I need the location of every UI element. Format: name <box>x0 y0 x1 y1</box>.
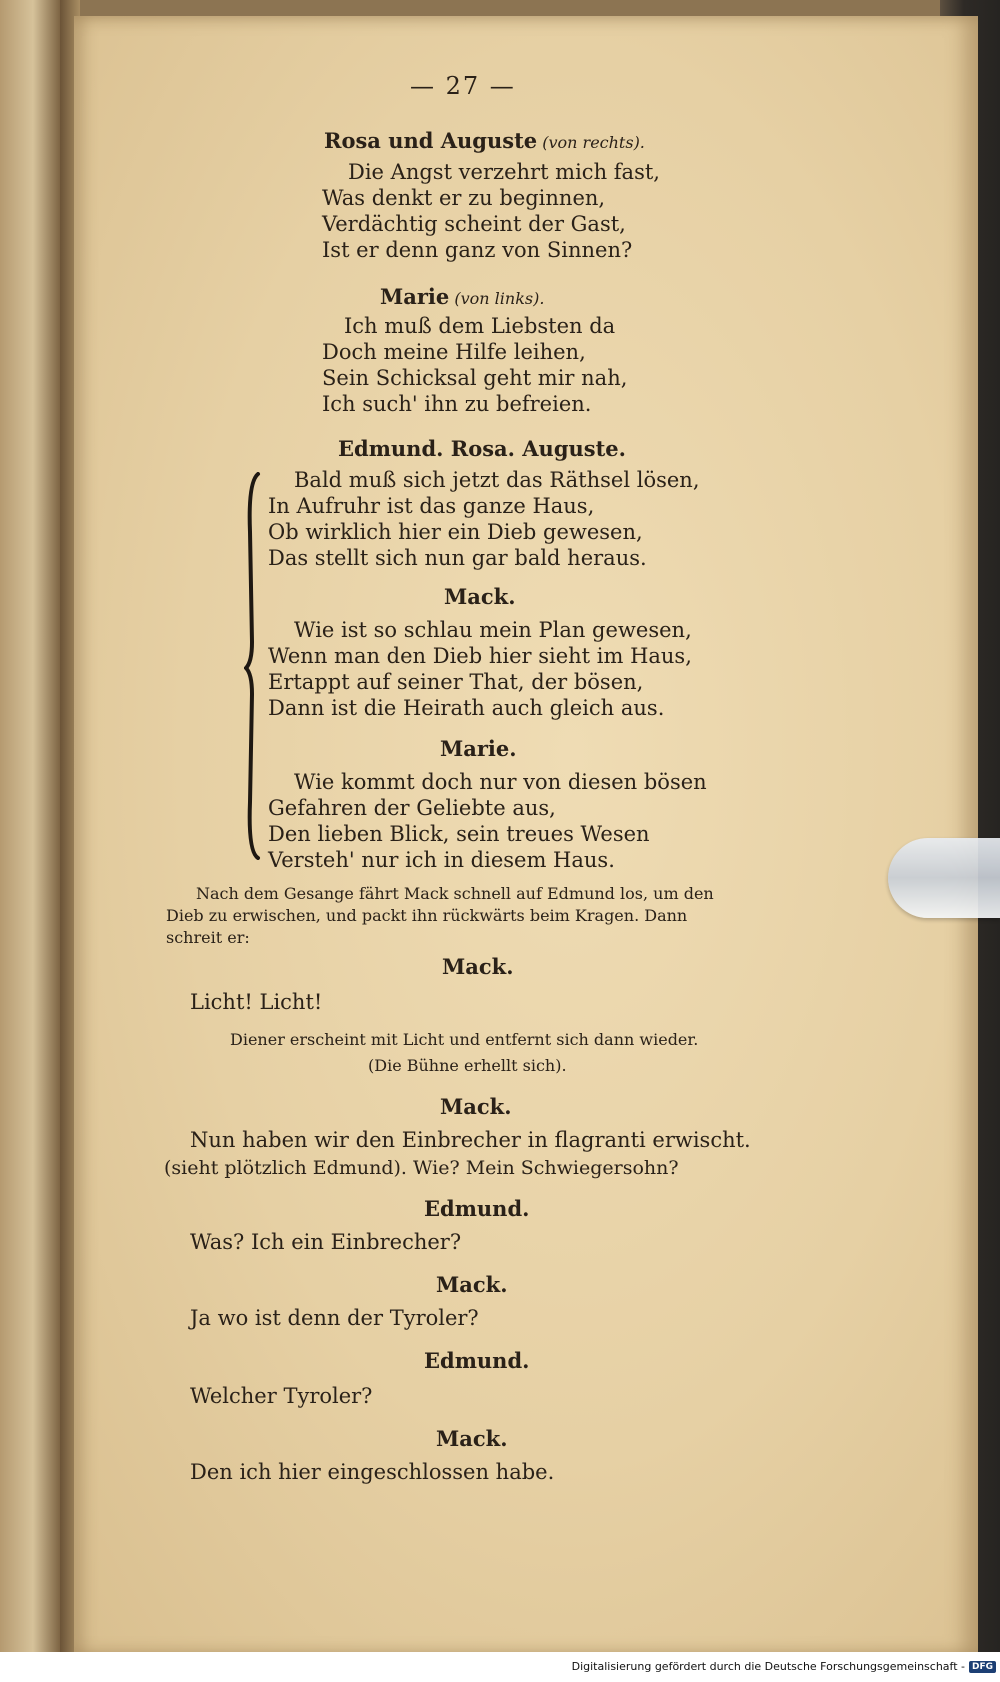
verse-line: Ertappt auf seiner That, der bösen, <box>268 670 644 694</box>
speaker-heading: Mack. <box>436 1426 508 1451</box>
verse-line: Ist er denn ganz von Sinnen? <box>322 238 633 262</box>
stage-direction-line: Dieb zu erwischen, und packt ihn rückwärts beim Kragen. Dann <box>166 906 688 925</box>
verse-line: Die Angst verzehrt mich fast, <box>348 160 660 184</box>
left-page-edge <box>0 0 60 1682</box>
speaker-heading: Marie. <box>440 736 517 761</box>
footer-text: Digitalisierung gefördert durch die Deutsche Forschungsgemeinschaft - <box>571 1660 965 1673</box>
verse-line: Bald muß sich jetzt das Räthsel lösen, <box>294 468 700 492</box>
speech-line: Den ich hier eingeschlossen habe. <box>190 1460 555 1484</box>
verse-line: Ich such' ihn zu befreien. <box>322 392 592 416</box>
verse-line: In Aufruhr ist das ganze Haus, <box>268 494 595 518</box>
stage-direction-line: schreit er: <box>166 928 250 947</box>
verse-line: Verdächtig scheint der Gast, <box>322 212 626 236</box>
speech-line: Ja wo ist denn der Tyroler? <box>190 1306 479 1330</box>
speaker-heading: Edmund. <box>424 1196 530 1221</box>
speaker-heading: Mack. <box>436 1272 508 1297</box>
speaker-heading: Mack. <box>444 584 516 609</box>
speaker-name: Marie <box>380 284 450 309</box>
speaker-heading <box>324 128 645 153</box>
speech-line: Nun haben wir den Einbrecher in flagranti erwischt. <box>190 1128 751 1152</box>
speaker-heading: Edmund. <box>424 1348 530 1373</box>
stage-direction: (von rechts). <box>542 133 645 152</box>
speaker-heading <box>380 284 544 309</box>
speaker-heading: Edmund. Rosa. Auguste. <box>338 436 626 461</box>
speech-line: Was? Ich ein Einbrecher? <box>190 1230 462 1254</box>
verse-line: Ob wirklich hier ein Dieb gewesen, <box>268 520 643 544</box>
verse-line: Dann ist die Heirath auch gleich aus. <box>268 696 665 720</box>
verse-line: Ich muß dem Liebsten da <box>344 314 616 338</box>
verse-line: Den lieben Blick, sein treues Wesen <box>268 822 650 846</box>
speech-line: Welcher Tyroler? <box>190 1384 373 1408</box>
stage-direction-line: Nach dem Gesange fährt Mack schnell auf Edmund los, um den <box>196 884 714 903</box>
digitization-footer <box>572 1660 996 1673</box>
speech-line: Licht! Licht! <box>190 990 323 1014</box>
verse-line: Versteh' nur ich in diesem Haus. <box>268 848 615 872</box>
verse-line: Das stellt sich nun gar bald heraus. <box>268 546 647 570</box>
speech-line: (sieht plötzlich Edmund). Wie? Mein Schwiegersohn? <box>164 1157 679 1179</box>
verse-line: Sein Schicksal geht mir nah, <box>322 366 628 390</box>
stage-direction: (von links). <box>454 289 545 308</box>
ensemble-brace <box>244 472 264 860</box>
dfg-logo: DFG <box>969 1661 996 1673</box>
verse-line: Doch meine Hilfe leihen, <box>322 340 586 364</box>
verse-line: Wie kommt doch nur von diesen bösen <box>294 770 707 794</box>
page-number: — 27 — <box>410 72 516 100</box>
verse-line: Wie ist so schlau mein Plan gewesen, <box>294 618 692 642</box>
stage-direction-line: Diener erscheint mit Licht und entfernt sich dann wieder. <box>230 1030 699 1049</box>
verse-line: Was denkt er zu beginnen, <box>322 186 606 210</box>
speaker-heading: Mack. <box>440 1094 512 1119</box>
speaker-heading: Mack. <box>442 954 514 979</box>
verse-line: Wenn man den Dieb hier sieht im Haus, <box>268 644 692 668</box>
speaker-name: Rosa und Auguste <box>324 128 538 153</box>
page-clip <box>888 838 1000 918</box>
stage-direction-line: (Die Bühne erhellt sich). <box>368 1056 567 1075</box>
verse-line: Gefahren der Geliebte aus, <box>268 796 556 820</box>
